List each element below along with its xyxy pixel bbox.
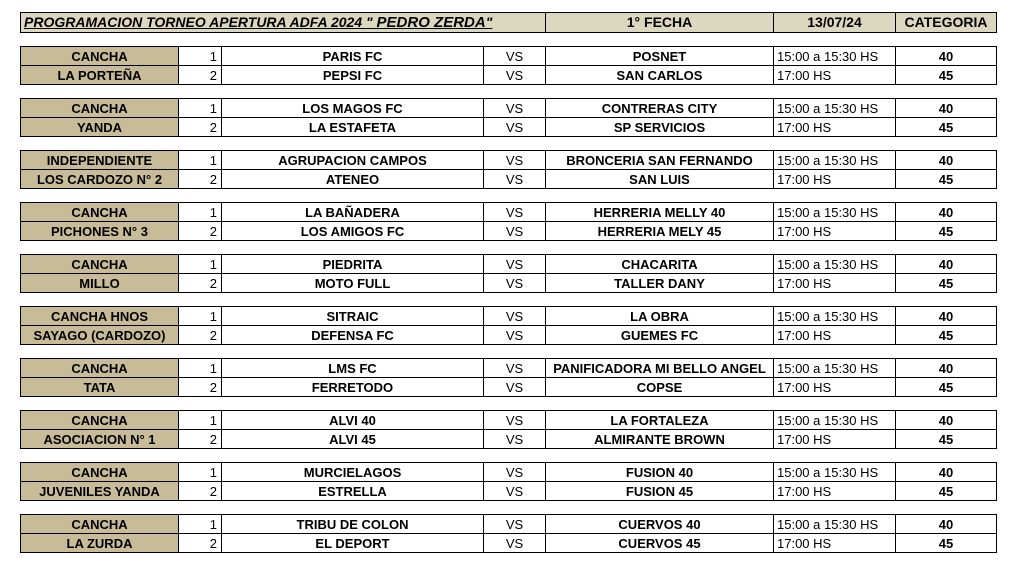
match-row — [21, 151, 997, 170]
home-team: MOTO FULL — [222, 274, 484, 293]
home-team: EL DEPORT — [222, 534, 484, 553]
block-spacer — [21, 345, 997, 359]
match-number: 2 — [179, 274, 222, 293]
match-time: 17:00 HS — [774, 118, 896, 137]
block-spacer — [21, 397, 997, 411]
away-team: TALLER DANY — [546, 274, 774, 293]
venue-name: JUVENILES YANDA — [21, 482, 179, 501]
away-team: LA OBRA — [546, 307, 774, 326]
match-number: 1 — [179, 99, 222, 118]
vs-label: VS — [484, 274, 546, 293]
venue-name: PICHONES N° 3 — [21, 222, 179, 241]
category: 45 — [896, 326, 997, 345]
venue-name: LA PORTEÑA — [21, 66, 179, 85]
title-name: PEDRO ZERDA — [376, 14, 486, 31]
category: 40 — [896, 411, 997, 430]
category: 40 — [896, 151, 997, 170]
match-number: 1 — [179, 359, 222, 378]
fecha-label: 1° FECHA — [546, 13, 774, 33]
match-number: 2 — [179, 170, 222, 189]
away-team: GUEMES FC — [546, 326, 774, 345]
match-row — [21, 274, 997, 293]
venue-name: LA ZURDA — [21, 534, 179, 553]
home-team: SITRAIC — [222, 307, 484, 326]
match-row — [21, 463, 997, 482]
vs-label: VS — [484, 66, 546, 85]
match-number: 2 — [179, 326, 222, 345]
away-team: CONTRERAS CITY — [546, 99, 774, 118]
match-number: 2 — [179, 66, 222, 85]
title-prefix: PROGRAMACION TORNEO APERTURA ADFA 2024 " — [24, 14, 377, 30]
category: 40 — [896, 255, 997, 274]
venue-name: CANCHA — [21, 411, 179, 430]
venue-name: INDEPENDIENTE — [21, 151, 179, 170]
home-team: LA ESTAFETA — [222, 118, 484, 137]
home-team: FERRETODO — [222, 378, 484, 397]
match-time: 17:00 HS — [774, 482, 896, 501]
home-team: DEFENSA FC — [222, 326, 484, 345]
match-row — [21, 99, 997, 118]
match-number: 1 — [179, 47, 222, 66]
category: 45 — [896, 170, 997, 189]
match-row — [21, 47, 997, 66]
match-time: 15:00 a 15:30 HS — [774, 255, 896, 274]
match-row — [21, 430, 997, 449]
match-time: 17:00 HS — [774, 378, 896, 397]
tournament-title — [21, 13, 546, 33]
category: 40 — [896, 307, 997, 326]
block-spacer — [21, 137, 997, 151]
block-spacer — [21, 293, 997, 307]
category: 40 — [896, 47, 997, 66]
match-time: 17:00 HS — [774, 326, 896, 345]
vs-label: VS — [484, 463, 546, 482]
category: 45 — [896, 274, 997, 293]
match-number: 2 — [179, 482, 222, 501]
match-number: 1 — [179, 463, 222, 482]
match-row — [21, 534, 997, 553]
away-team: CHACARITA — [546, 255, 774, 274]
vs-label: VS — [484, 378, 546, 397]
home-team: ALVI 40 — [222, 411, 484, 430]
category: 45 — [896, 482, 997, 501]
match-time: 17:00 HS — [774, 430, 896, 449]
away-team: CUERVOS 40 — [546, 515, 774, 534]
match-time: 17:00 HS — [774, 534, 896, 553]
home-team: PEPSI FC — [222, 66, 484, 85]
category: 45 — [896, 118, 997, 137]
match-time: 15:00 a 15:30 HS — [774, 463, 896, 482]
vs-label: VS — [484, 255, 546, 274]
vs-label: VS — [484, 170, 546, 189]
vs-label: VS — [484, 99, 546, 118]
category: 45 — [896, 66, 997, 85]
match-time: 17:00 HS — [774, 274, 896, 293]
away-team: FUSION 40 — [546, 463, 774, 482]
vs-label: VS — [484, 151, 546, 170]
vs-label: VS — [484, 482, 546, 501]
block-spacer — [21, 449, 997, 463]
venue-name: LOS CARDOZO N° 2 — [21, 170, 179, 189]
match-row — [21, 66, 997, 85]
category: 45 — [896, 534, 997, 553]
venue-name: YANDA — [21, 118, 179, 137]
block-spacer — [21, 241, 997, 255]
away-team: FUSION 45 — [546, 482, 774, 501]
match-time: 17:00 HS — [774, 66, 896, 85]
match-row — [21, 203, 997, 222]
match-row — [21, 222, 997, 241]
home-team: ATENEO — [222, 170, 484, 189]
venue-name: MILLO — [21, 274, 179, 293]
match-time: 15:00 a 15:30 HS — [774, 151, 896, 170]
away-team: SP SERVICIOS — [546, 118, 774, 137]
match-number: 2 — [179, 378, 222, 397]
away-team: HERRERIA MELLY 40 — [546, 203, 774, 222]
home-team: AGRUPACION CAMPOS — [222, 151, 484, 170]
vs-label: VS — [484, 359, 546, 378]
match-row — [21, 359, 997, 378]
match-row — [21, 326, 997, 345]
category: 45 — [896, 430, 997, 449]
categoria-header: CATEGORIA — [896, 13, 997, 33]
home-team: LOS MAGOS FC — [222, 99, 484, 118]
vs-label: VS — [484, 430, 546, 449]
block-spacer — [21, 189, 997, 203]
match-row — [21, 118, 997, 137]
match-time: 15:00 a 15:30 HS — [774, 203, 896, 222]
match-number: 1 — [179, 307, 222, 326]
away-team: HERRERIA MELY 45 — [546, 222, 774, 241]
vs-label: VS — [484, 307, 546, 326]
home-team: TRIBU DE COLON — [222, 515, 484, 534]
venue-name: TATA — [21, 378, 179, 397]
match-time: 15:00 a 15:30 HS — [774, 47, 896, 66]
block-spacer — [21, 33, 997, 47]
match-number: 2 — [179, 222, 222, 241]
schedule-table — [20, 12, 997, 553]
block-spacer — [21, 501, 997, 515]
match-time: 17:00 HS — [774, 222, 896, 241]
away-team: LA FORTALEZA — [546, 411, 774, 430]
match-number: 2 — [179, 430, 222, 449]
match-row — [21, 255, 997, 274]
home-team: ALVI 45 — [222, 430, 484, 449]
category: 40 — [896, 463, 997, 482]
vs-label: VS — [484, 326, 546, 345]
away-team: ALMIRANTE BROWN — [546, 430, 774, 449]
vs-label: VS — [484, 534, 546, 553]
match-number: 1 — [179, 151, 222, 170]
home-team: LA BAÑADERA — [222, 203, 484, 222]
match-row — [21, 170, 997, 189]
vs-label: VS — [484, 222, 546, 241]
away-team: CUERVOS 45 — [546, 534, 774, 553]
title-suffix: " — [485, 14, 493, 30]
venue-name: SAYAGO (CARDOZO) — [21, 326, 179, 345]
home-team: PARIS FC — [222, 47, 484, 66]
venue-name: CANCHA — [21, 99, 179, 118]
match-number: 1 — [179, 411, 222, 430]
match-number: 2 — [179, 118, 222, 137]
away-team: SAN CARLOS — [546, 66, 774, 85]
home-team: ESTRELLA — [222, 482, 484, 501]
vs-label: VS — [484, 203, 546, 222]
category: 45 — [896, 222, 997, 241]
venue-name: CANCHA — [21, 255, 179, 274]
home-team: LMS FC — [222, 359, 484, 378]
vs-label: VS — [484, 515, 546, 534]
match-number: 1 — [179, 255, 222, 274]
block-spacer — [21, 85, 997, 99]
category: 40 — [896, 515, 997, 534]
vs-label: VS — [484, 411, 546, 430]
vs-label: VS — [484, 118, 546, 137]
match-number: 1 — [179, 203, 222, 222]
match-row — [21, 378, 997, 397]
away-team: BRONCERIA SAN FERNANDO — [546, 151, 774, 170]
match-row — [21, 411, 997, 430]
match-number: 1 — [179, 515, 222, 534]
vs-label: VS — [484, 47, 546, 66]
match-time: 15:00 a 15:30 HS — [774, 515, 896, 534]
venue-name: CANCHA HNOS — [21, 307, 179, 326]
away-team: PANIFICADORA MI BELLO ANGEL — [546, 359, 774, 378]
home-team: MURCIELAGOS — [222, 463, 484, 482]
schedule-sheet — [20, 12, 996, 553]
category: 40 — [896, 203, 997, 222]
venue-name: CANCHA — [21, 47, 179, 66]
match-time: 15:00 a 15:30 HS — [774, 411, 896, 430]
match-row — [21, 307, 997, 326]
venue-name: ASOCIACION N° 1 — [21, 430, 179, 449]
category: 40 — [896, 99, 997, 118]
category: 40 — [896, 359, 997, 378]
away-team: COPSE — [546, 378, 774, 397]
category: 45 — [896, 378, 997, 397]
venue-name: CANCHA — [21, 359, 179, 378]
match-number: 2 — [179, 534, 222, 553]
match-time: 17:00 HS — [774, 170, 896, 189]
venue-name: CANCHA — [21, 515, 179, 534]
match-row — [21, 515, 997, 534]
header-row — [21, 13, 997, 33]
date-label: 13/07/24 — [774, 13, 896, 33]
away-team: SAN LUIS — [546, 170, 774, 189]
home-team: LOS AMIGOS FC — [222, 222, 484, 241]
venue-name: CANCHA — [21, 463, 179, 482]
home-team: PIEDRITA — [222, 255, 484, 274]
match-row — [21, 482, 997, 501]
match-time: 15:00 a 15:30 HS — [774, 307, 896, 326]
match-time: 15:00 a 15:30 HS — [774, 99, 896, 118]
match-time: 15:00 a 15:30 HS — [774, 359, 896, 378]
away-team: POSNET — [546, 47, 774, 66]
venue-name: CANCHA — [21, 203, 179, 222]
